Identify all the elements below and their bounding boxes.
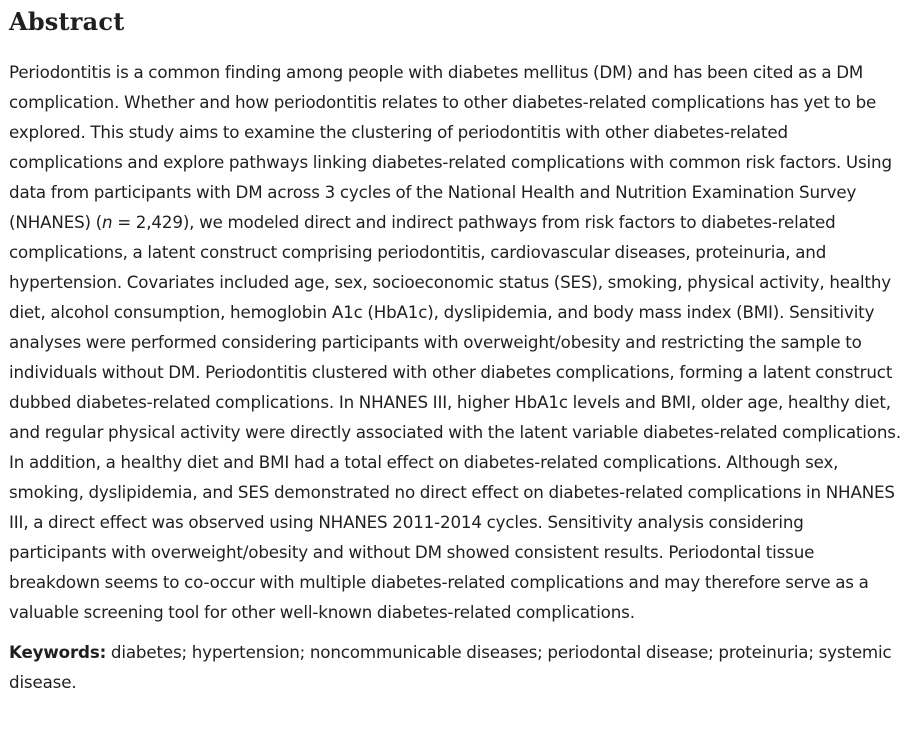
keywords-label: Keywords:	[9, 642, 107, 662]
keywords-paragraph	[9, 637, 905, 697]
abstract-text-part1: Periodontitis is a common finding among people with diabetes mellitus (DM) and has been cited as a DM complication. Whether and how periodontitis relates to other diabetes-related complications has yet to be explored. This study aims to examine the clustering of periodontitis with other diabetes-related complications and explore pathways linking diabetes-related complications with common risk factors. Using data from participants with DM across 3 cycles of the National Health and Nutrition Examination Survey (NHANES) (	[9, 62, 892, 232]
keywords-list: diabetes; hypertension; noncommunicable diseases; periodontal disease; proteinuria; systemic disease.	[9, 642, 892, 692]
abstract-paragraph	[9, 57, 905, 627]
abstract-text-part2: = 2,429), we modeled direct and indirect pathways from risk factors to diabetes-related complications, a latent construct comprising periodontitis, cardiovascular diseases, proteinuria, and hypertension. Covariates included age, sex, socioeconomic status (SES), smoking, physical activity, healthy diet, alcohol consumption, hemoglobin A1c (HbA1c), dyslipidemia, and body mass index (BMI). Sensitivity analyses were performed considering participants with overweight/obesity and restricting the sample to individuals without DM. Periodontitis clustered with other diabetes complications, forming a latent construct dubbed diabetes-related complications. In NHANES III, higher HbA1c levels and BMI, older age, healthy diet, and regular physical activity were directly associated with the latent variable diabetes-related complications. In addition, a healthy diet and BMI had a total effect on diabetes-related complications. Although sex, smoking, dyslipidemia, and SES demonstrated no direct effect on diabetes-related complications in NHANES III, a direct effect was observed using NHANES 2011-2014 cycles. Sensitivity analysis considering participants with overweight/obesity and without DM showed consistent results. Periodontal tissue breakdown seems to co-occur with multiple diabetes-related complications and may therefore serve as a valuable screening tool for other well-known diabetes-related complications.	[9, 212, 901, 622]
abstract-heading: Abstract	[9, 7, 125, 36]
sample-size-symbol: n	[102, 212, 113, 232]
